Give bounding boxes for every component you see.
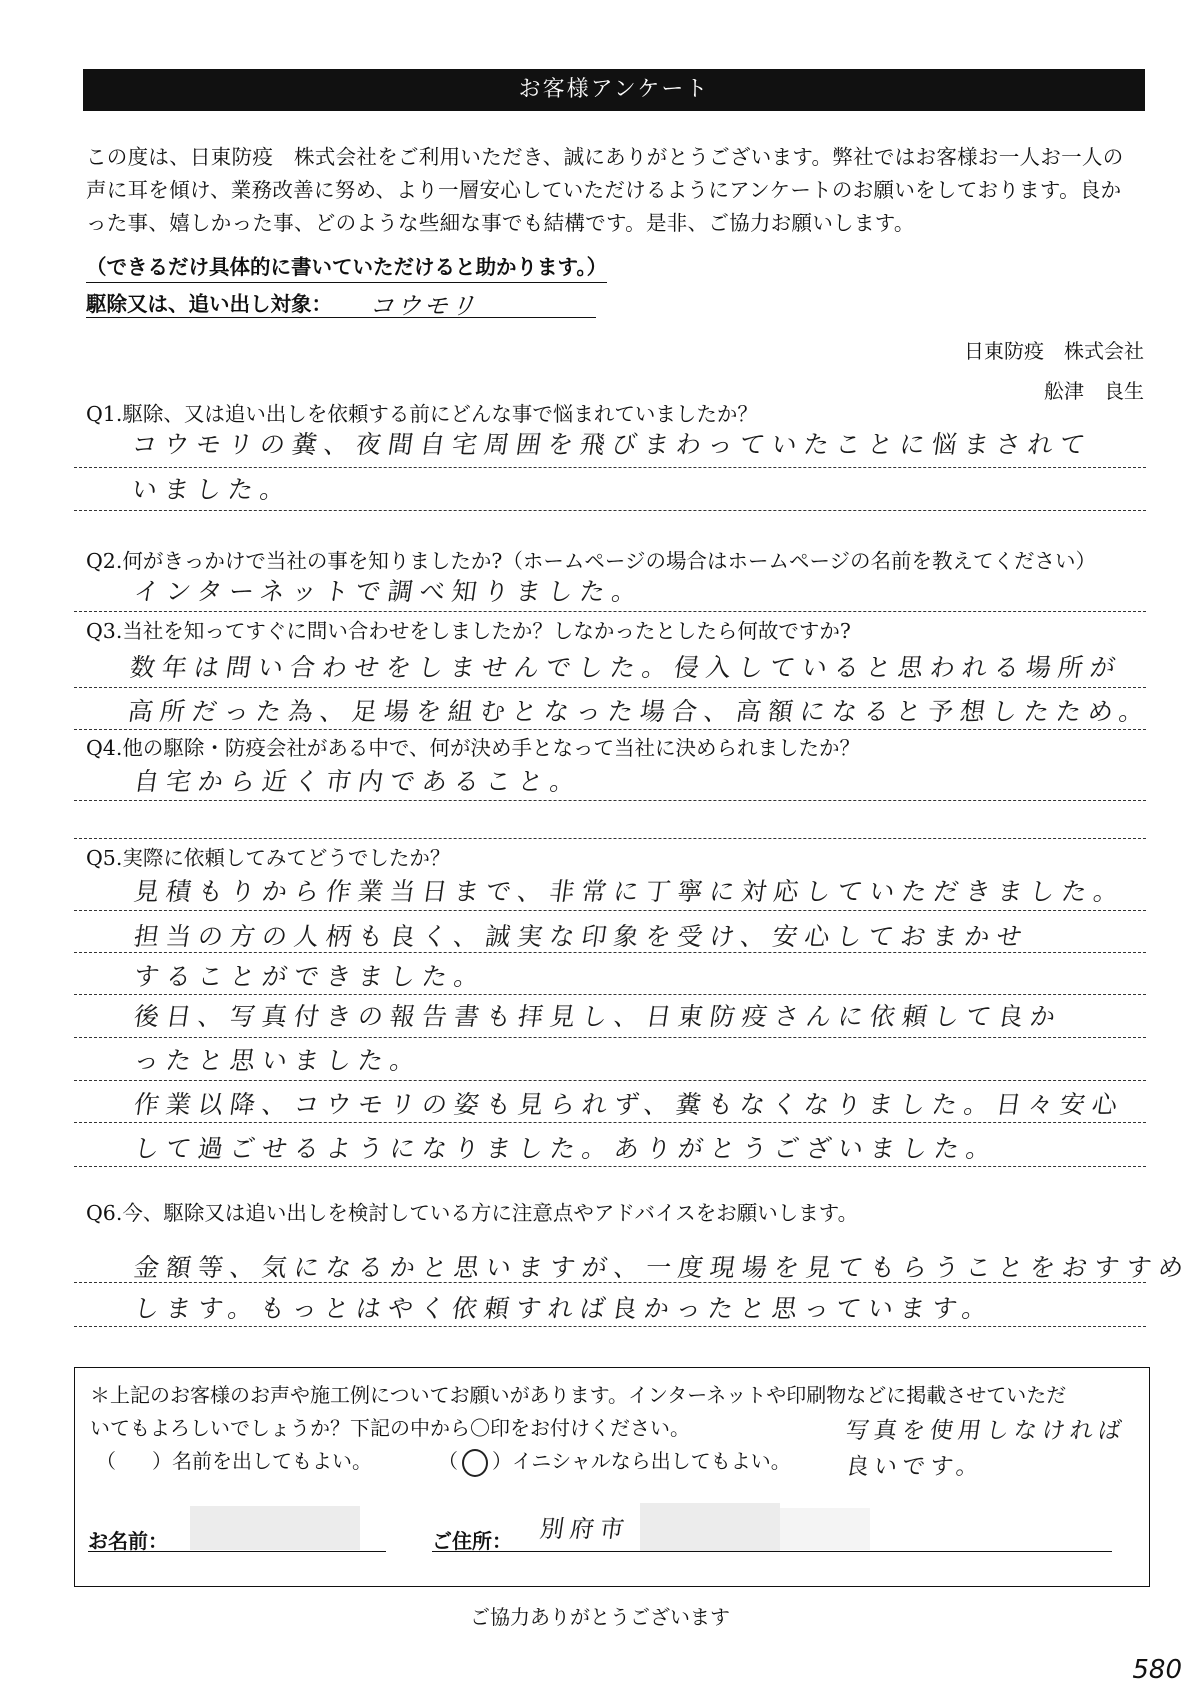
side-note-line-2: 良いです。 [844, 1454, 986, 1480]
address-label: ご住所： [432, 1529, 512, 1553]
name-underline [88, 1551, 386, 1552]
question-5: Q5.実際に依頼してみてどうでしたか？ [86, 846, 451, 870]
company-name: 日東防疫 株式会社 [964, 339, 1144, 363]
target-underline [86, 317, 596, 318]
circle-mark-icon [462, 1449, 488, 1477]
answer-line [74, 611, 1146, 612]
option-initial[interactable] [438, 1446, 791, 1477]
intro-line: 声に耳を傾け、業務改善に努め、より一層安心していただけるようにアンケートのお願いをしております。良か [86, 178, 1122, 202]
answer-line [74, 838, 1146, 839]
company-block [964, 331, 1144, 411]
answer-4-line-1: 自宅から近く市内であること。 [132, 767, 585, 796]
answer-line [74, 952, 1146, 953]
answer-line [74, 687, 1146, 688]
question-1: Q1.駆除、又は追い出しを依頼する前にどんな事で悩まれていましたか？ [86, 402, 758, 426]
company-person: 舩津 良生 [1044, 379, 1144, 403]
answer-1-line-1: コウモリの糞、夜間自宅周囲を飛びまわっていたことに悩まされて [130, 430, 1094, 459]
redacted-address-2 [780, 1508, 870, 1550]
question-2: Q2.何がきっかけで当社の事を知りましたか?（ホームページの場合はホームページの名前を教えてください） [86, 549, 1097, 573]
answer-5-line-3: することができました。 [132, 962, 489, 991]
redacted-name [190, 1506, 360, 1550]
answer-line [74, 1122, 1146, 1123]
intro-line: った事、嬉しかった事、どのような些細な事でも結構です。是非、ご協力お願いします。 [86, 211, 915, 235]
intro-text [86, 141, 1146, 240]
question-6: Q6.今、駆除又は追い出しを検討している方に注意点やアドバイスをお願いします。 [86, 1201, 859, 1225]
answer-line [74, 467, 1146, 468]
answer-line [74, 729, 1146, 730]
target-value: コウモリ [368, 292, 480, 320]
question-4: Q4.他の駆除・防疫会社がある中で、何が決め手となって当社に決められましたか？ [86, 736, 860, 760]
answer-line [74, 910, 1146, 911]
name-label: お名前： [88, 1529, 168, 1553]
consent-line: ＊上記のお客様のお声や施工例についてお願いがあります。インターネットや印刷物などに掲載させていただ [90, 1383, 1067, 1407]
option-initial-open: （ [438, 1449, 458, 1473]
intro-note: （できるだけ具体的に書いていただけると助かります。） [86, 254, 607, 283]
page-title: お客様アンケート [83, 69, 1145, 111]
option-name[interactable] [96, 1446, 372, 1476]
answer-line [74, 800, 1146, 801]
answer-5-line-5: ったと思いました。 [132, 1046, 425, 1075]
thanks-text: ご協力ありがとうございます [470, 1605, 730, 1629]
redacted-address [640, 1503, 780, 1551]
answer-2-line-1: インターネットで調べ知りました。 [132, 577, 646, 606]
option-name-open: （ [96, 1449, 116, 1473]
answer-line [74, 1282, 1146, 1283]
option-name-label: ）名前を出してもよい。 [152, 1449, 372, 1473]
answer-3-line-1: 数年は問い合わせをしませんでした。侵入していると思われる場所が [128, 653, 1125, 682]
target-label: 駆除又は、追い出し対象： [86, 292, 332, 316]
answer-5-line-7: して過ごせるようになりました。ありがとうございました。 [132, 1134, 1001, 1163]
answer-5-line-4: 後日、写真付きの報告書も拝見し、日東防疫さんに依頼して良か [132, 1002, 1065, 1031]
consent-line: いてもよろしいでしょうか？下記の中から〇印をお付けください。 [90, 1416, 690, 1440]
answer-line [74, 1326, 1146, 1327]
answer-line [74, 510, 1146, 511]
question-3: Q3.当社を知ってすぐに問い合わせをしましたか？しなかったとしたら何故ですか? [86, 619, 851, 643]
answer-3-line-2: 高所だった為、足場を組むとなった場合、高額になると予想したため。 [126, 697, 1154, 726]
page-number: 580 [1132, 1655, 1182, 1685]
answer-5-line-1: 見積もりから作業当日まで、非常に丁寧に対応していただきました。 [132, 877, 1128, 906]
answer-5-line-6: 作業以降、コウモリの姿も見られず、糞もなくなりました。日々安心 [132, 1090, 1127, 1119]
side-note-line-1: 写真を使用しなければ [844, 1418, 1128, 1444]
address-underline [432, 1551, 1112, 1552]
answer-line [74, 1037, 1146, 1038]
answer-5-line-2: 担当の方の人柄も良く、誠実な印象を受け、安心しておまかせ [132, 922, 1031, 951]
address-value: 別府市 [538, 1515, 632, 1543]
option-initial-label: ）イニシャルなら出してもよい。 [492, 1449, 791, 1473]
answer-1-line-2: いました。 [130, 475, 295, 504]
answer-6-line-1: 金額等、気になるかと思いますが、一度現場を見てもらうことをおすすめ [132, 1253, 1193, 1282]
answer-6-line-2: します。もっとはやく依頼すれば良かったと思っています。 [132, 1294, 997, 1323]
intro-line: この度は、日東防疫 株式会社をご利用いただき、誠にありがとうございます。弊社ではお客様お一人お一人の [86, 145, 1124, 169]
answer-line [74, 1080, 1146, 1081]
answer-line [74, 994, 1146, 995]
answer-line [74, 1166, 1146, 1167]
